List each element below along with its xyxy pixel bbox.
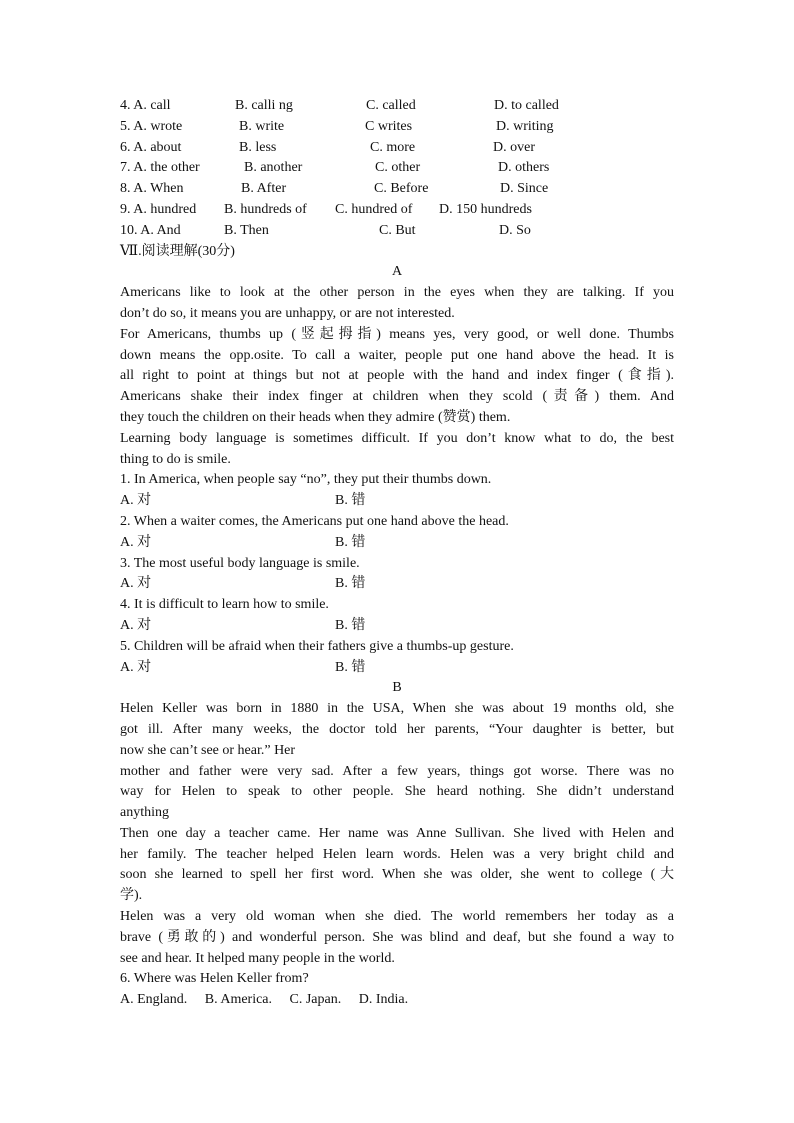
- passage-line: see and hear. It helped many people in the world.: [120, 950, 395, 966]
- question-text: 4. It is difficult to learn how to smile.: [120, 597, 329, 613]
- option-a: 10. A. And: [120, 222, 181, 238]
- passage-a: [120, 283, 674, 470]
- answer-true: A. 对: [120, 659, 152, 675]
- option-a: 6. A. about: [120, 139, 182, 155]
- passage-line: thing to do is smile.: [120, 451, 231, 467]
- passage-line: Americans like to look at the other person in the eyes when they are talking. If you: [120, 285, 674, 301]
- cloze-options: [120, 96, 674, 242]
- option-d: D. Since: [500, 181, 549, 197]
- passage-line: Learning body language is sometimes difficult. If you don’t know what to do, the best: [120, 430, 674, 446]
- answer-row: [120, 658, 674, 679]
- true-false-questions: [120, 470, 674, 678]
- answer-false: B. 错: [335, 534, 366, 550]
- option-row: [120, 138, 674, 159]
- option-row: [120, 117, 674, 138]
- question-text: 5. Children will be afraid when their fathers give a thumbs-up gesture.: [120, 638, 514, 654]
- passage-line: Americans shake their index finger at children when they scold (责备) them. And: [120, 389, 674, 405]
- option-b: B. write: [239, 118, 285, 134]
- answer-false: B. 错: [335, 659, 366, 675]
- option-d: D. writing: [496, 118, 554, 134]
- question-text: 1. In America, when people say “no”, they put their thumbs down.: [120, 472, 492, 488]
- passage-line: Helen was a very old woman when she died. The world remembers her today as a: [120, 909, 674, 925]
- passage-b-label: B: [392, 680, 402, 696]
- option-row: [120, 200, 674, 221]
- answer-row: [120, 533, 674, 554]
- option-c: C. But: [379, 222, 416, 238]
- option-row: [120, 158, 674, 179]
- option-c: C writes: [365, 118, 413, 134]
- option-c: C. Before: [374, 181, 429, 197]
- option-a: 5. A. wrote: [120, 118, 183, 134]
- passage-line: Helen Keller was born in 1880 in the USA, When she was about 19 months old, she: [120, 701, 674, 717]
- passage-line: For Americans, thumbs up (竖起拇指) means yes, very good, or well done. Thumbs: [120, 326, 674, 342]
- passage-a-label: A: [391, 264, 403, 280]
- option-d: D. to called: [494, 98, 559, 113]
- option-b: B. calli ng: [235, 98, 293, 113]
- answer-true: A. 对: [120, 576, 152, 592]
- passage-line: anything: [120, 805, 169, 821]
- answer-true: A. 对: [120, 493, 152, 509]
- option-b: B. another: [244, 160, 303, 176]
- passage-line: 学).: [120, 888, 143, 904]
- section-title: Ⅶ.阅读理解(30分): [120, 243, 235, 259]
- passage-b: [120, 699, 674, 969]
- answer-false: B. 错: [335, 576, 366, 592]
- passage-line: they touch the children on their heads when they admire (赞赏) them.: [120, 409, 511, 425]
- option-row: [120, 179, 674, 200]
- option-d: D. over: [493, 139, 535, 155]
- passage-line: her family. The teacher helped Helen learn words. Helen was a very bright child and: [120, 846, 674, 862]
- option-b: B. less: [239, 139, 277, 155]
- passage-line: down means the opp.osite. To call a waiter, people put one hand above the head. It is: [120, 347, 674, 363]
- passage-line: Then one day a teacher came. Her name was Anne Sullivan. She lived with Helen and: [120, 825, 674, 841]
- answer-row: [120, 574, 674, 595]
- option-c: C. other: [375, 160, 421, 176]
- answer-row: [120, 491, 674, 512]
- passage-line: brave (勇敢的) and wonderful person. She was blind and deaf, but she found a way to: [120, 929, 674, 945]
- question-text: 6. Where was Helen Keller from?: [120, 971, 309, 987]
- option-row: [120, 96, 674, 117]
- option-a: 9. A. hundred: [120, 201, 197, 217]
- passage-line: got ill. After many weeks, the doctor told her parents, “Your daughter is better, but: [120, 721, 674, 737]
- worksheet-content: [120, 96, 674, 1011]
- answer-true: A. 对: [120, 617, 152, 633]
- option-c: C. more: [370, 139, 416, 155]
- passage-line: mother and father were very sad. After a few years, things got worse. There was no: [120, 763, 674, 779]
- option-a: 8. A. When: [120, 181, 184, 197]
- answer-false: B. 错: [335, 617, 366, 633]
- question-text: 2. When a waiter comes, the Americans put one hand above the head.: [120, 513, 509, 529]
- option-b: B. hundreds of: [224, 201, 307, 217]
- option-d: D. others: [498, 160, 550, 176]
- answer-false: B. 错: [335, 493, 366, 509]
- question-6: [120, 969, 674, 1011]
- question-text: 3. The most useful body language is smile.: [120, 555, 360, 571]
- answer-true: A. 对: [120, 534, 152, 550]
- question-choices: A. England. B. America. C. Japan. D. India.: [120, 992, 409, 1008]
- option-d: D. So: [499, 222, 531, 238]
- option-a: 7. A. the other: [120, 160, 200, 176]
- passage-line: now she can’t see or hear.” Her: [120, 742, 296, 758]
- option-row: [120, 221, 674, 242]
- option-b: B. Then: [224, 222, 269, 238]
- option-a: 4. A. call: [120, 98, 171, 113]
- passage-line: soon she learned to spell her first word. When she was older, she went to college (大: [120, 867, 674, 883]
- option-b: B. After: [241, 181, 287, 197]
- option-c: C. hundred of: [335, 201, 413, 217]
- passage-line: don’t do so, it means you are unhappy, or are not interested.: [120, 305, 455, 321]
- passage-line: all right to point at things but not at people with the hand and index finger (食指).: [120, 368, 674, 384]
- passage-line: way for Helen to speak to other people. She heard nothing. She didn’t understand: [120, 784, 674, 800]
- option-d: D. 150 hundreds: [439, 201, 532, 217]
- answer-row: [120, 616, 674, 637]
- option-c: C. called: [366, 98, 416, 113]
